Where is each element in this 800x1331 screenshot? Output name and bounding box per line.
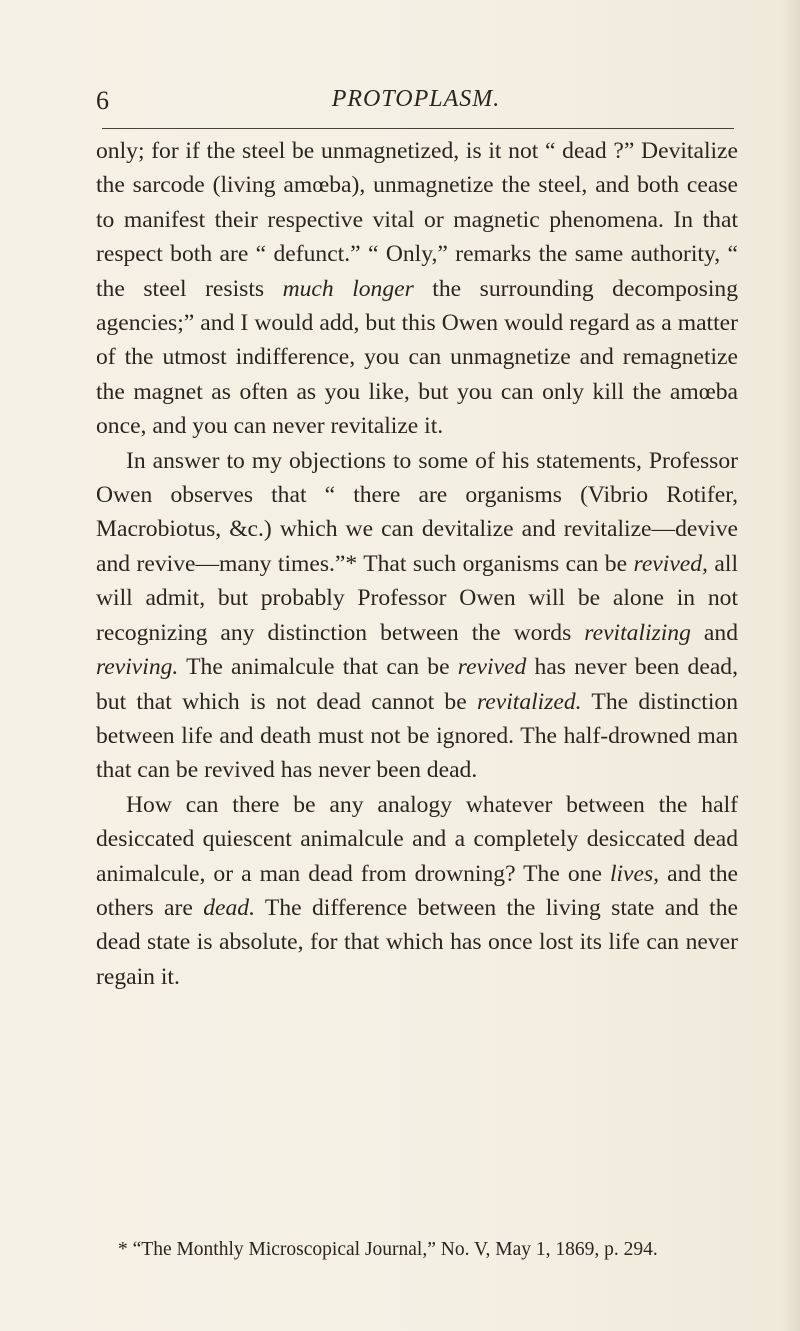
paragraph: [96, 134, 738, 444]
text-run: The animalcule that can be: [178, 654, 458, 681]
running-title: PROTOPLASM.: [331, 86, 501, 112]
italic-text: revitalizing: [584, 619, 691, 646]
footnote: [96, 1235, 738, 1265]
italic-text: reviving.: [96, 654, 179, 681]
page-header: [96, 86, 736, 120]
header-rule: [102, 128, 734, 129]
text-run: and the others are: [96, 860, 739, 921]
italic-text: lives,: [609, 860, 660, 887]
text-run: The distinction between life and death must not be ignored. The half-drowned man that can be revived has never been dead.: [96, 688, 738, 784]
text-run: The difference between the living state and the dead state is absolute, for that which has once lost its life can never regain it.: [96, 894, 739, 990]
page-number: 6: [96, 86, 109, 115]
italic-text: revitalized.: [476, 688, 582, 715]
text-run: only; for if the steel be unmagnetized, is it not “ dead ?” Devitalize the sarcode (living amœba), unmagnetize the steel, and both cease to manifest their respective vital or magnetic phenomena. In that respect both are “ defunct.” “ Only,” remarks the same authority, “ the steel resists: [96, 138, 738, 302]
text-run: the surrounding decomposing agencies;” and I would add, but this Owen would regard as a matter of the utmost indifference, you can unmagnetize and remagnetize the magnet as often as you like, but you can only kill the amœba once, and you can never revitalize it.: [96, 275, 738, 440]
italic-text: revived: [457, 654, 527, 681]
text-run: How can there be any analogy whatever between the half desiccated quiescent animalcule and a completely desiccated dead animalcule, or a man dead from drowning? The one: [96, 791, 738, 887]
italic-text: dead.: [203, 894, 255, 921]
text-run: and: [690, 619, 738, 646]
footnote-text: * “The Monthly Microscopical Journal,” No. V, May 1, 1869, p. 294.: [118, 1239, 658, 1260]
text-run: In answer to my objections to some of his statements, Professor Owen observes that “ there are organisms (Vibrio Rotifer, Macrobiotus, &c.) which we can devitalize and revitalize—devive and revive—many times.”* That such organisms can be: [96, 447, 738, 577]
paragraph: [96, 788, 738, 994]
text-run: all will admit, but probably Professor Owen will be alone in not recognizing any distinction between the words: [96, 550, 738, 646]
italic-text: much longer: [282, 275, 414, 302]
text-run: has never been dead, but that which is not dead cannot be: [96, 654, 738, 715]
page-edge-shadow: [782, 0, 800, 1331]
body-text: [96, 134, 738, 994]
italic-text: revived,: [633, 550, 708, 577]
paragraph: [96, 444, 738, 788]
